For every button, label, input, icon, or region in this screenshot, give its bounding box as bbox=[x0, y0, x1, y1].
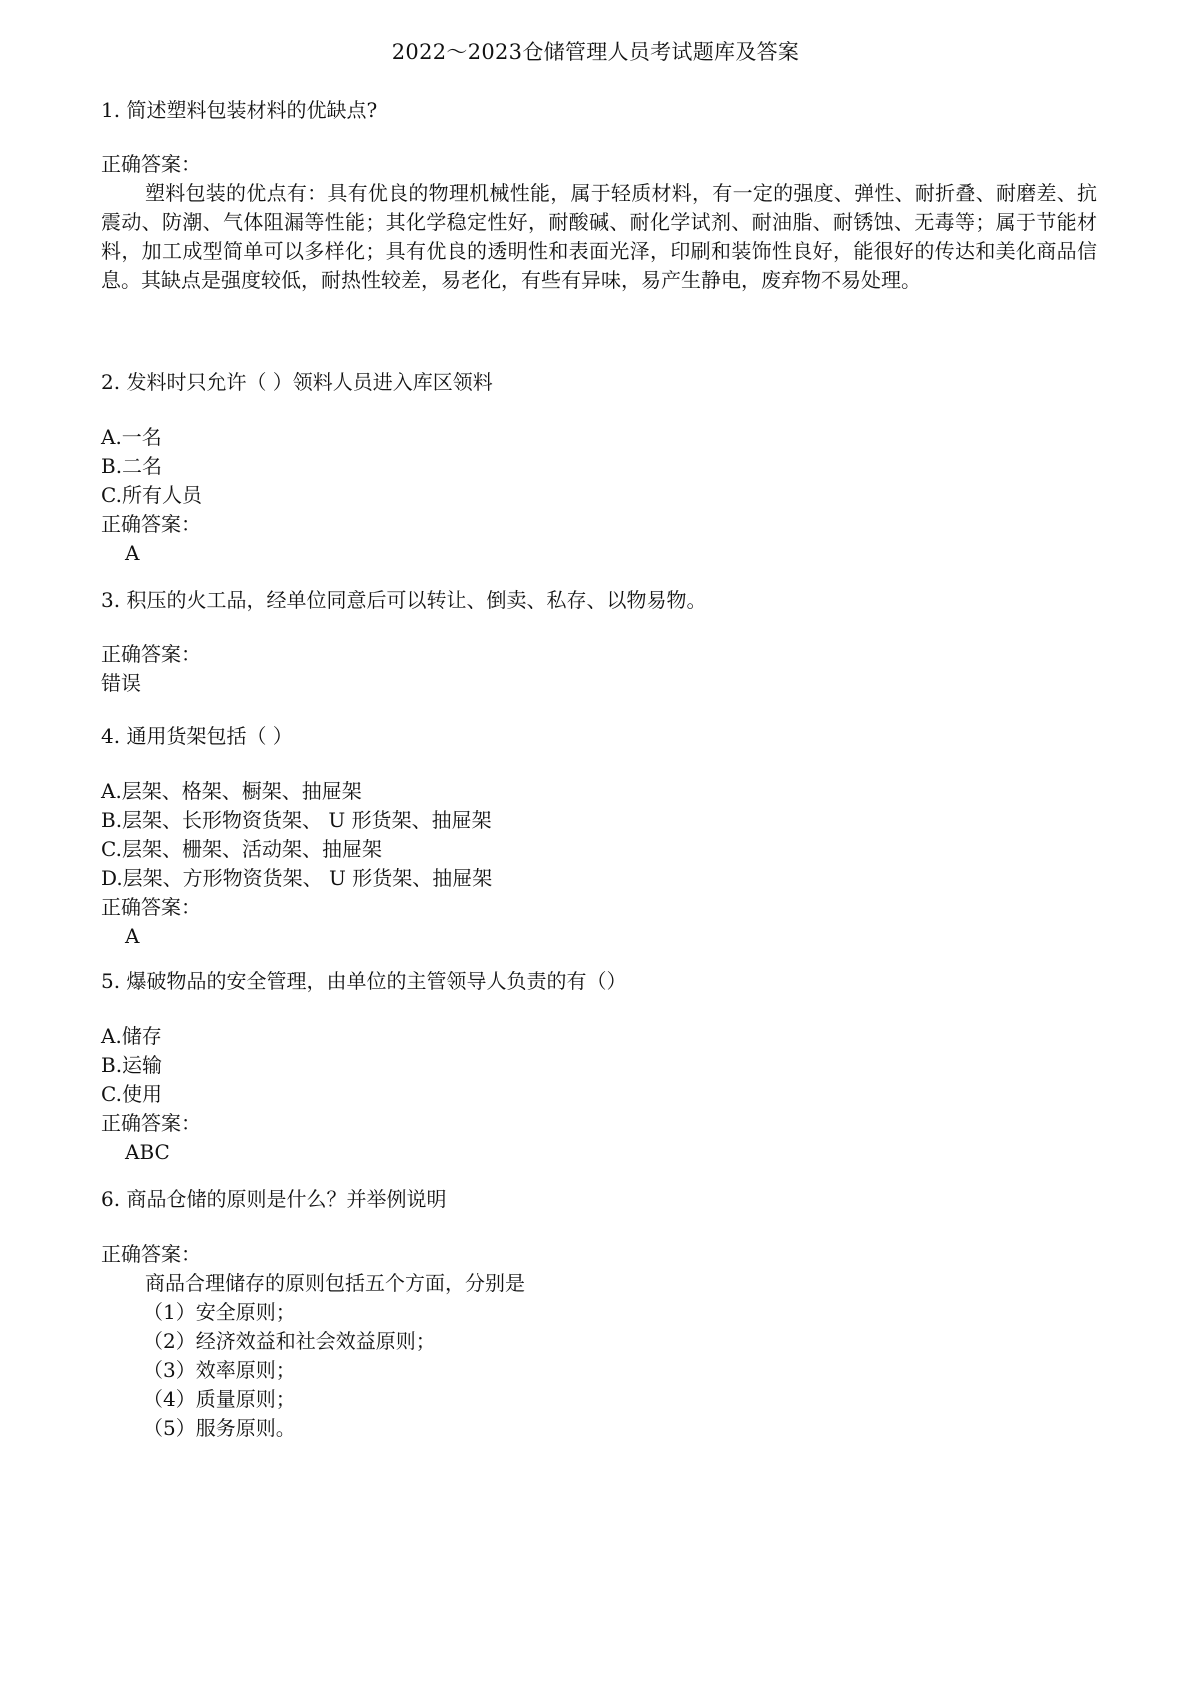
question-5-text: 5. 爆破物品的安全管理，由单位的主管领导人负责的有（） bbox=[101, 969, 627, 993]
question-5-answer: ABC bbox=[125, 1140, 170, 1164]
question-6-answer-block bbox=[101, 1240, 1101, 1443]
question-5 bbox=[101, 967, 1101, 996]
option-c: C.层架、栅架、活动架、抽屉架 bbox=[101, 837, 382, 861]
question-1-answer-text: 塑料包装的优点有：具有优良的物理机械性能，属于轻质材料，有一定的强度、弹性、耐折叠、耐磨差、抗震动、防潮、气体阻漏等性能；其化学稳定性好，耐酸碱、耐化学试剂、耐油脂、耐锈蚀、无毒等；属于节能材料，加工成型简单可以多样化；具有优良的透明性和表面光泽，印刷和装饰性良好，能很好的传达和美化商品信息。其缺点是强度较低，耐热性较差，易老化，有些有异味，易产生静电，废弃物不易处理。 bbox=[101, 181, 1098, 292]
question-2-text: 2. 发料时只允许（ ）领料人员进入库区领料 bbox=[101, 370, 493, 394]
question-4 bbox=[101, 722, 1101, 751]
question-4-options bbox=[101, 777, 1101, 951]
answer-label: 正确答案： bbox=[101, 895, 201, 919]
question-2-options bbox=[101, 423, 1101, 568]
option-b: B.二名 bbox=[101, 454, 163, 478]
question-6 bbox=[101, 1185, 1101, 1214]
question-1-text: 1. 简述塑料包装材料的优缺点? bbox=[101, 98, 378, 122]
question-3-text: 3. 积压的火工品，经单位同意后可以转让、倒卖、私存、以物易物。 bbox=[101, 588, 707, 612]
question-6-text: 6. 商品仓储的原则是什么？并举例说明 bbox=[101, 1187, 447, 1211]
list-item: （5）服务原则。 bbox=[143, 1416, 296, 1440]
answer-label: 正确答案： bbox=[101, 642, 201, 666]
question-6-answer-intro: 商品合理储存的原则包括五个方面，分别是 bbox=[145, 1271, 525, 1295]
option-a: A.一名 bbox=[101, 425, 162, 449]
option-d: D.层架、方形物资货架、 U 形货架、抽屉架 bbox=[101, 866, 493, 890]
option-c: C.使用 bbox=[101, 1082, 162, 1106]
question-2-answer: A bbox=[125, 541, 140, 565]
question-3-answer-block bbox=[101, 640, 1101, 698]
option-c: C.所有人员 bbox=[101, 483, 202, 507]
question-1 bbox=[101, 96, 1101, 125]
question-4-text: 4. 通用货架包括（ ） bbox=[101, 724, 293, 748]
document-title: 2022～2023仓储管理人员考试题库及答案 bbox=[391, 40, 800, 64]
list-item: （1）安全原则； bbox=[143, 1300, 296, 1324]
option-b: B.层架、长形物资货架、 U 形货架、抽屉架 bbox=[101, 808, 492, 832]
answer-label: 正确答案： bbox=[101, 152, 201, 176]
list-item: （4）质量原则； bbox=[143, 1387, 296, 1411]
question-3-answer: 错误 bbox=[101, 671, 141, 695]
question-3 bbox=[101, 586, 1101, 615]
answer-label: 正确答案： bbox=[101, 512, 201, 536]
list-item: （3）效率原则； bbox=[143, 1358, 296, 1382]
list-item: （2）经济效益和社会效益原则； bbox=[143, 1329, 436, 1353]
option-b: B.运输 bbox=[101, 1053, 163, 1077]
question-5-options bbox=[101, 1022, 1101, 1167]
question-2 bbox=[101, 368, 1101, 397]
option-a: A.储存 bbox=[101, 1024, 162, 1048]
option-a: A.层架、格架、橱架、抽屉架 bbox=[101, 779, 362, 803]
question-4-answer: A bbox=[125, 924, 140, 948]
question-1-answer bbox=[101, 150, 1101, 295]
answer-label: 正确答案： bbox=[101, 1111, 201, 1135]
answer-label: 正确答案： bbox=[101, 1242, 201, 1266]
